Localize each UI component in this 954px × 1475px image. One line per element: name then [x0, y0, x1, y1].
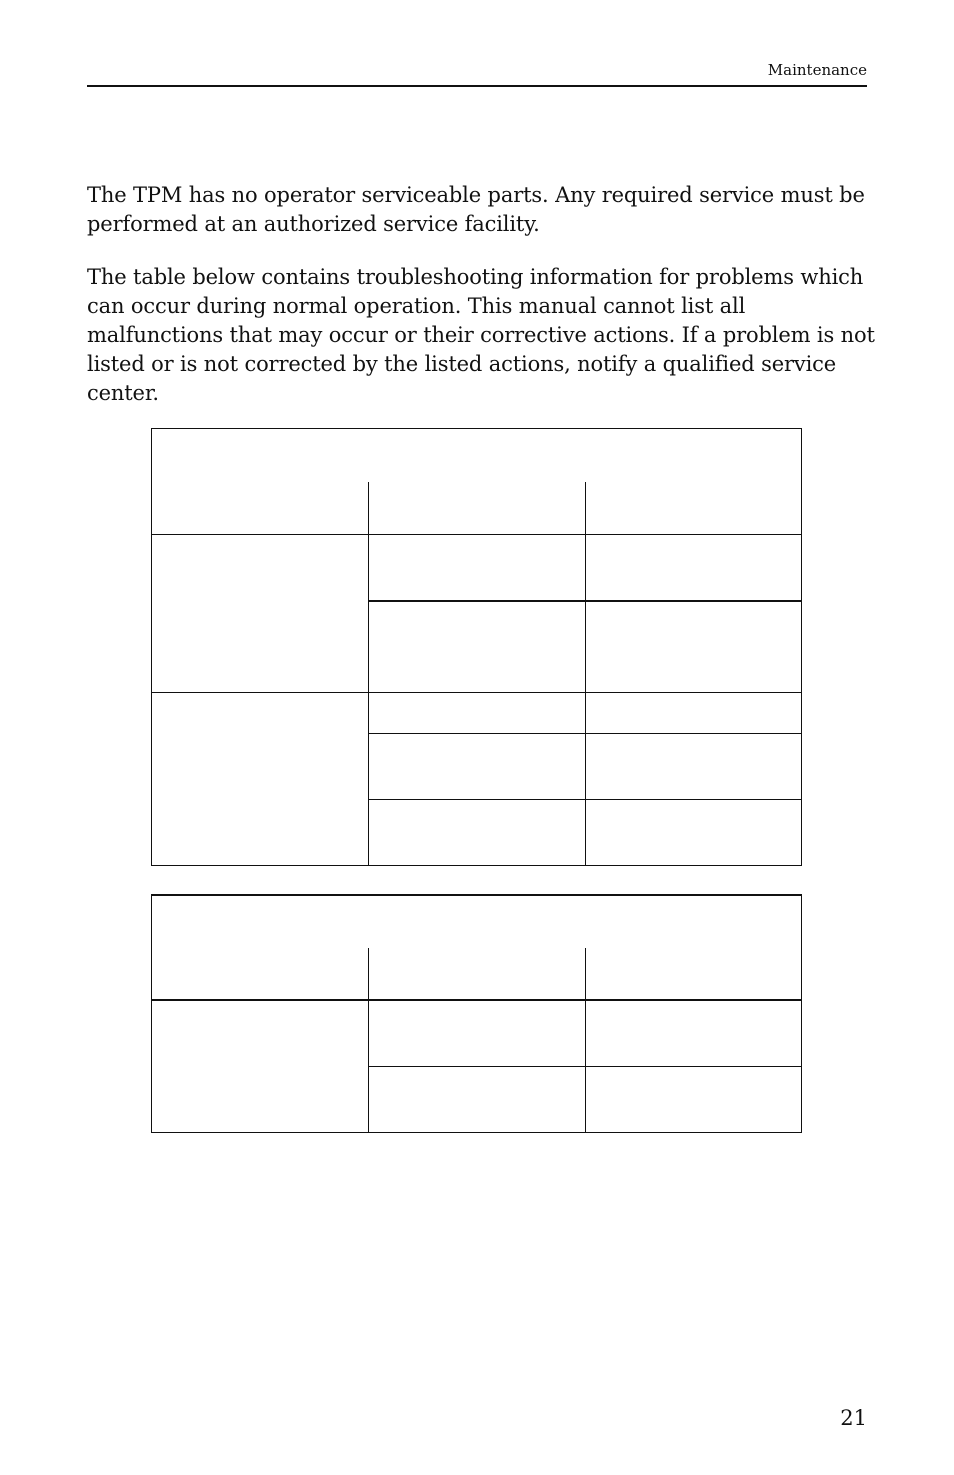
row-divider	[368, 799, 802, 800]
row-divider	[368, 733, 802, 734]
page-number: 21	[840, 1406, 867, 1430]
table-header-rule	[151, 534, 802, 535]
table-border-right	[801, 428, 802, 866]
table-border-top	[151, 428, 802, 429]
table-border-bottom	[151, 865, 802, 866]
group-divider	[151, 692, 802, 693]
table-border-bottom	[151, 1132, 802, 1133]
row-divider	[368, 1066, 802, 1067]
table-border-right	[801, 894, 802, 1133]
running-header: Maintenance	[767, 61, 867, 79]
table-header-rule	[151, 999, 802, 1001]
table-border-left	[151, 428, 152, 866]
column-divider	[368, 948, 369, 1133]
column-divider	[585, 948, 586, 1133]
intro-paragraph: The TPM has no operator serviceable parts. Any required service must be performed at an authorized service facility.	[87, 183, 865, 236]
row-divider	[368, 600, 802, 602]
column-divider	[585, 482, 586, 866]
troubleshooting-intro-paragraph: The table below contains troubleshooting information for problems which can occur during normal operation. This manual cannot list all malfunctions that may occur or their corrective actions. If a problem is not listed or is not corrected by the listed actions, notify a qualified service center.	[87, 265, 875, 405]
column-divider	[368, 482, 369, 866]
table-border-top	[151, 894, 802, 896]
troubleshooting-table-2	[151, 894, 802, 1134]
table-border-left	[151, 894, 152, 1133]
header-rule	[87, 85, 867, 87]
troubleshooting-table-1	[151, 428, 802, 867]
